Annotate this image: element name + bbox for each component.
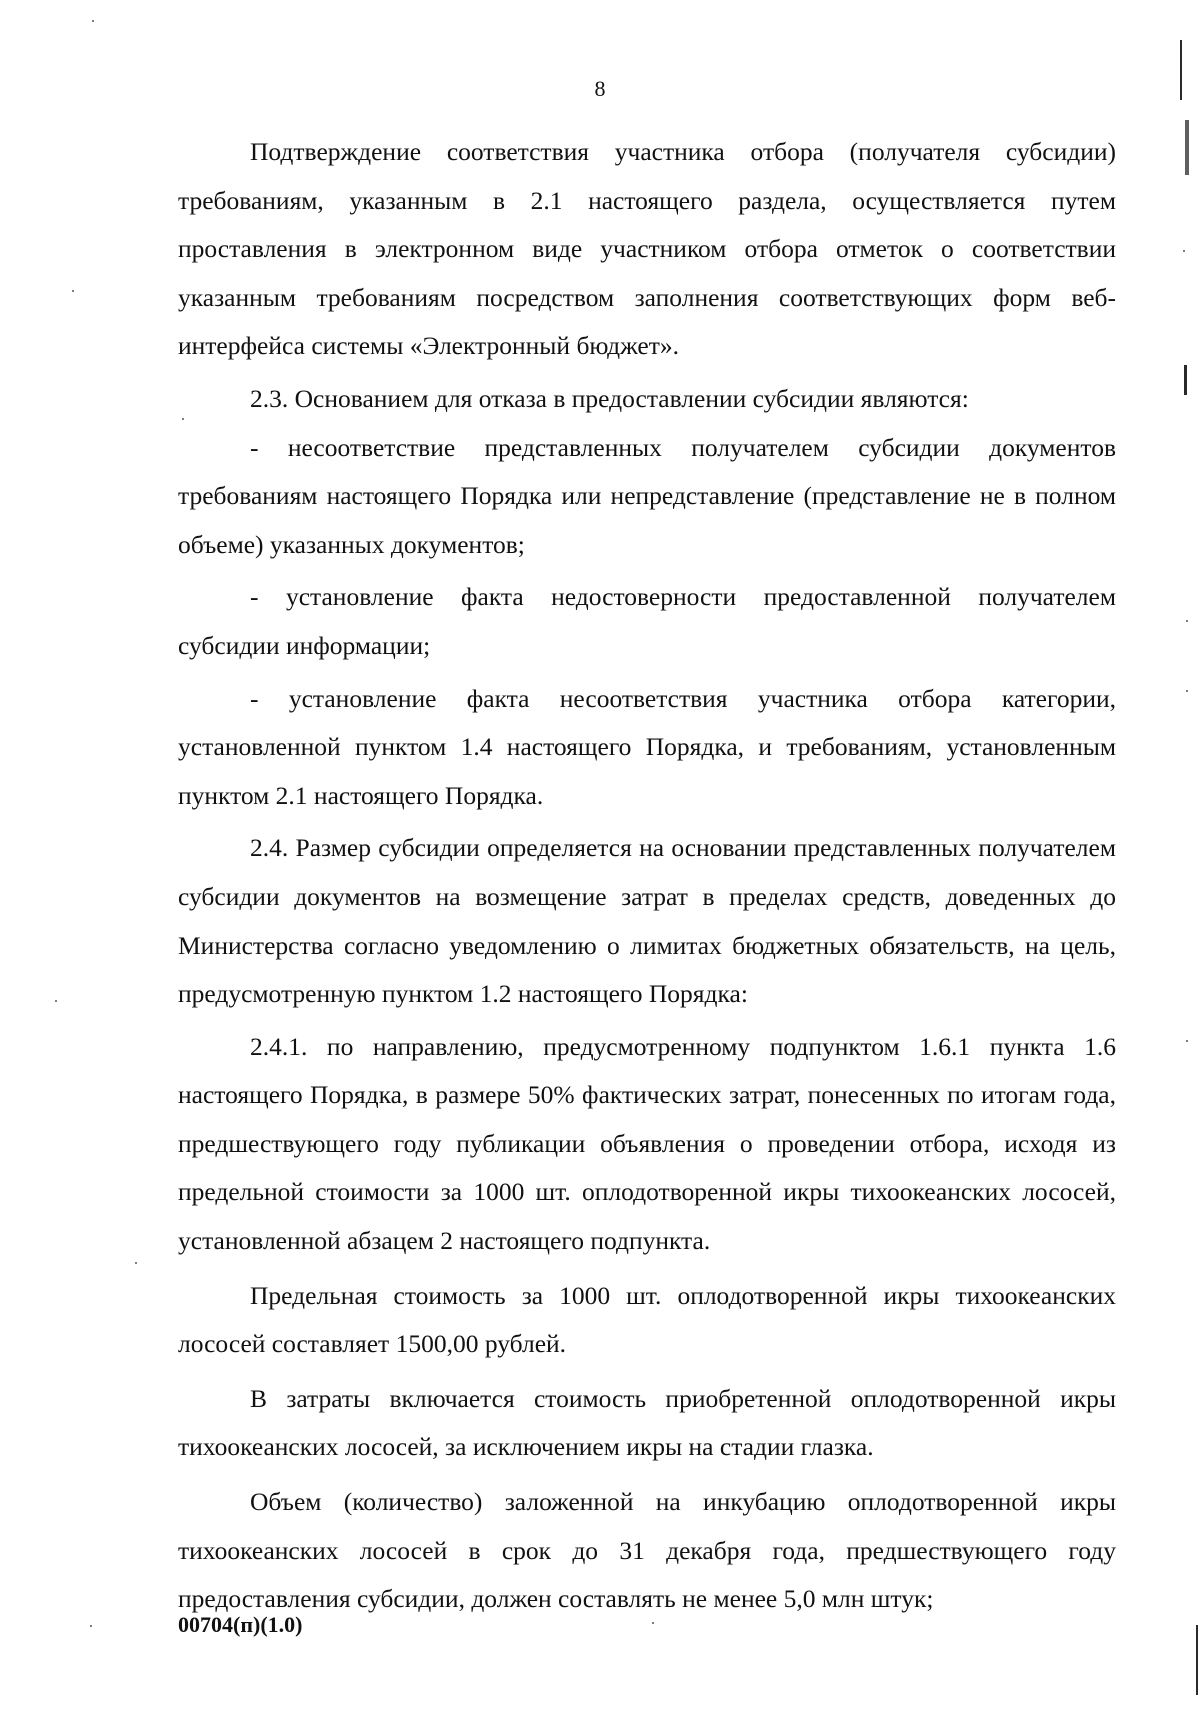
scan-speck (92, 20, 94, 22)
scan-speck (55, 1000, 57, 1002)
paragraph-costs-included: В затраты включается стоимость приобретенной оплодотворенной икры тихоокеанских лососей, за исключением икры на стадии глазка. (178, 1383, 1116, 1462)
paragraph-2-4: 2.4. Размер субсидии определяется на основании представленных получателем субсидии документов на возмещение затрат в пределах средств, доведенных до Министерства согласно уведомлению о лимитах бюджетных обязательств, на цель, предусмотренную пунктом 1.2 настоящего Порядка: (178, 833, 1116, 1009)
scan-speck (1186, 620, 1188, 622)
document-body (178, 128, 1116, 1624)
scan-speck (1183, 250, 1185, 252)
scan-speck (1186, 1040, 1188, 1042)
page-number: 8 (594, 76, 606, 101)
scan-speck (182, 418, 184, 420)
scan-speck (72, 290, 74, 292)
paragraph-confirmation: Подтверждение соответствия участника отбора (получателя субсидии) требованиям, указанным в 2.1 настоящего раздела, осуществляется путем проставления в электронном виде участником отбора отметок о соответствии указанным требованиям посредством заполнения соответствующих форм веб-интерфейса системы «Электронный бюджет». (178, 137, 1116, 361)
scan-artifact (1196, 1625, 1198, 1695)
list-item-refusal-3: - установление факта несоответствия участника отбора категории, установленной пунктом 1.4 настоящего Порядка, и требованиям, установленным пунктом 2.1 настоящего Порядка. (178, 683, 1116, 810)
list-item-refusal-2: - установление факта недостоверности предоставленной получателем субсидии информации; (178, 582, 1116, 660)
scan-speck (135, 1262, 137, 1264)
document-code: 00704(п)(1.0) (178, 1612, 303, 1637)
scan-speck (652, 1622, 654, 1624)
paragraph-2-4-1: 2.4.1. по направлению, предусмотренному подпунктом 1.6.1 пункта 1.6 настоящего Порядка, в размере 50% фактических затрат, понесенных по итогам года, предшествующего году публикации объявления о проведении отбора, исходя из предельной стоимости за 1000 шт. оплодотворенной икры тихоокеанских лососей, установленной абзацем 2 настоящего подпункта. (178, 1031, 1116, 1256)
paragraph-volume: Объем (количество) заложенной на инкубацию оплодотворенной икры тихоокеанских лососей в срок до 31 декабря года, предшествующего году предоставления субсидии, должен составлять не менее 5,0 млн штук; (178, 1487, 1116, 1614)
scan-speck (90, 1625, 92, 1627)
scan-speck (1186, 690, 1188, 692)
scan-artifact (1180, 40, 1182, 100)
paragraph-2-3: 2.3. Основанием для отказа в предоставлении субсидии являются: (250, 383, 969, 413)
scan-artifact (1184, 365, 1187, 395)
scan-artifact (1185, 120, 1189, 175)
list-item-refusal-1: - несоответствие представленных получателем субсидии документов требованиям настоящего Порядка или непредставление (представление не в полном объеме) указанных документов; (178, 432, 1116, 559)
paragraph-price-limit: Предельная стоимость за 1000 шт. оплодотворенной икры тихоокеанских лососей составляет 1500,00 рублей. (178, 1280, 1116, 1359)
